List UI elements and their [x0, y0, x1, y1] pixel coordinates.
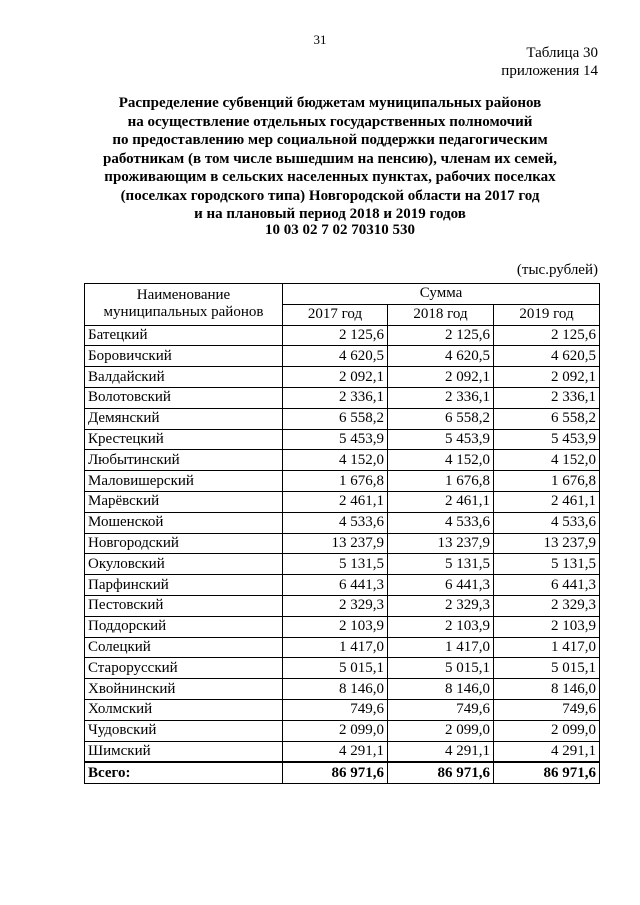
district-name-cell: Хвойнинский [85, 679, 283, 700]
value-2018-cell: 2 125,6 [388, 325, 494, 346]
value-2018-cell: 5 453,9 [388, 429, 494, 450]
district-name-cell: Чудовский [85, 720, 283, 741]
value-2019-cell: 4 533,6 [494, 512, 600, 533]
table-row [85, 741, 600, 762]
district-name-cell: Боровичский [85, 346, 283, 367]
value-2019-cell: 6 441,3 [494, 575, 600, 596]
reference-line: приложения 14 [501, 63, 598, 79]
value-2018-cell: 4 152,0 [388, 450, 494, 471]
value-2019-cell: 2 336,1 [494, 387, 600, 408]
table-row [85, 679, 600, 700]
value-2019-cell: 749,6 [494, 699, 600, 720]
header-year-2019: 2019 год [494, 304, 600, 325]
district-name-cell: Поддорский [85, 616, 283, 637]
value-2018-cell: 2 099,0 [388, 720, 494, 741]
value-2017-cell: 2 461,1 [283, 491, 388, 512]
table-row [85, 387, 600, 408]
district-name-cell: Батецкий [85, 325, 283, 346]
total-row [85, 762, 600, 783]
table-row [85, 429, 600, 450]
value-2019-cell: 4 291,1 [494, 741, 600, 762]
value-2017-cell: 5 015,1 [283, 658, 388, 679]
value-2017-cell: 6 558,2 [283, 408, 388, 429]
value-2018-cell: 6 558,2 [388, 408, 494, 429]
value-2017-cell: 2 103,9 [283, 616, 388, 637]
district-name-cell: Парфинский [85, 575, 283, 596]
table-row [85, 720, 600, 741]
title-line: Распределение субвенций бюджетам муниципальных районов [118, 95, 542, 111]
value-2018-cell: 5 131,5 [388, 554, 494, 575]
value-2017-cell: 2 336,1 [283, 387, 388, 408]
subvention-table [84, 283, 600, 784]
table-row [85, 450, 600, 471]
value-2017-cell: 749,6 [283, 699, 388, 720]
value-2017-cell: 1 676,8 [283, 471, 388, 492]
value-2018-cell: 749,6 [388, 699, 494, 720]
table-row [85, 637, 600, 658]
value-2017-cell: 2 092,1 [283, 367, 388, 388]
budget-code: 10 03 02 7 02 70310 530 [265, 222, 415, 238]
value-2018-cell: 6 441,3 [388, 575, 494, 596]
reference-line: Таблица 30 [526, 45, 598, 61]
table-row [85, 616, 600, 637]
district-name-cell: Солецкий [85, 637, 283, 658]
value-2019-cell: 6 558,2 [494, 408, 600, 429]
value-2019-cell: 5 453,9 [494, 429, 600, 450]
units-label: (тыс.рублей) [516, 262, 598, 278]
value-2019-cell: 2 461,1 [494, 491, 600, 512]
value-2018-cell: 4 533,6 [388, 512, 494, 533]
title-line: работникам (в том числе вышедшим на пенсию), членам их семей, [103, 150, 557, 167]
table-row [85, 408, 600, 429]
header-sum: Сумма [283, 284, 600, 305]
table-body [85, 325, 600, 784]
title-line: по предоставлению мер социальной поддержки педагогическим [112, 132, 548, 148]
value-2017-cell: 2 329,3 [283, 595, 388, 616]
district-name-cell: Холмский [85, 699, 283, 720]
district-name-cell: Демянский [85, 408, 283, 429]
district-name-cell: Мошенской [85, 512, 283, 533]
table-row [85, 575, 600, 596]
table-row [85, 325, 600, 346]
value-2018-cell: 2 329,3 [388, 595, 494, 616]
title-line: на осуществление отдельных государственных полномочий [127, 113, 533, 130]
value-2018-cell: 1 676,8 [388, 471, 494, 492]
table-reference [501, 44, 598, 80]
header-year-2017: 2017 год [283, 304, 388, 325]
value-2019-cell: 8 146,0 [494, 679, 600, 700]
table-row [85, 512, 600, 533]
value-2017-cell: 13 237,9 [283, 533, 388, 554]
value-2019-cell: 5 015,1 [494, 658, 600, 679]
table-row [85, 491, 600, 512]
table-row [85, 367, 600, 388]
value-2019-cell: 1 417,0 [494, 637, 600, 658]
value-2017-cell: 4 291,1 [283, 741, 388, 762]
value-2017-cell: 2 125,6 [283, 325, 388, 346]
value-2018-cell: 1 417,0 [388, 637, 494, 658]
table-row [85, 346, 600, 367]
value-2017-cell: 5 131,5 [283, 554, 388, 575]
value-2019-cell: 5 131,5 [494, 554, 600, 575]
value-2019-cell: 2 092,1 [494, 367, 600, 388]
value-2019-cell: 86 971,6 [494, 762, 600, 783]
value-2017-cell: 86 971,6 [283, 762, 388, 783]
value-2019-cell: 13 237,9 [494, 533, 600, 554]
value-2017-cell: 8 146,0 [283, 679, 388, 700]
table-row [85, 533, 600, 554]
value-2018-cell: 2 461,1 [388, 491, 494, 512]
title-line: проживающим в сельских населенных пунктах, рабочих поселках [104, 169, 556, 185]
district-name-cell: Пестовский [85, 595, 283, 616]
district-name-cell: Новгородский [85, 533, 283, 554]
value-2018-cell: 2 103,9 [388, 616, 494, 637]
value-2017-cell: 2 099,0 [283, 720, 388, 741]
value-2018-cell: 2 336,1 [388, 387, 494, 408]
value-2019-cell: 2 099,0 [494, 720, 600, 741]
table-row [85, 595, 600, 616]
value-2018-cell: 4 620,5 [388, 346, 494, 367]
table-row [85, 554, 600, 575]
value-2018-cell: 5 015,1 [388, 658, 494, 679]
value-2017-cell: 6 441,3 [283, 575, 388, 596]
district-name-cell: Окуловский [85, 554, 283, 575]
title-line: и на плановый период 2018 и 2019 годов [194, 206, 466, 222]
value-2019-cell: 2 329,3 [494, 595, 600, 616]
header-district-name: Наименование муниципальных районов [85, 284, 283, 326]
district-name-cell: Марёвский [85, 491, 283, 512]
title-line: (поселках городского типа) Новгородской области на 2017 год [120, 187, 540, 204]
district-name-cell: Любытинский [85, 450, 283, 471]
value-2019-cell: 2 125,6 [494, 325, 600, 346]
value-2017-cell: 1 417,0 [283, 637, 388, 658]
value-2017-cell: 4 620,5 [283, 346, 388, 367]
value-2019-cell: 4 152,0 [494, 450, 600, 471]
value-2017-cell: 4 152,0 [283, 450, 388, 471]
table-row [85, 658, 600, 679]
document-title [60, 94, 600, 224]
district-name-cell: Маловишерский [85, 471, 283, 492]
value-2019-cell: 4 620,5 [494, 346, 600, 367]
value-2018-cell: 13 237,9 [388, 533, 494, 554]
district-name-cell: Крестецкий [85, 429, 283, 450]
district-name-cell: Шимский [85, 741, 283, 762]
table-row [85, 471, 600, 492]
value-2018-cell: 2 092,1 [388, 367, 494, 388]
table-row [85, 699, 600, 720]
page-number: 31 [313, 32, 327, 47]
value-2018-cell: 8 146,0 [388, 679, 494, 700]
district-name-cell: Всего: [85, 762, 283, 783]
value-2019-cell: 1 676,8 [494, 471, 600, 492]
value-2019-cell: 2 103,9 [494, 616, 600, 637]
value-2017-cell: 4 533,6 [283, 512, 388, 533]
header-year-2018: 2018 год [388, 304, 494, 325]
value-2018-cell: 4 291,1 [388, 741, 494, 762]
value-2017-cell: 5 453,9 [283, 429, 388, 450]
value-2018-cell: 86 971,6 [388, 762, 494, 783]
district-name-cell: Старорусский [85, 658, 283, 679]
district-name-cell: Волотовский [85, 387, 283, 408]
district-name-cell: Валдайский [85, 367, 283, 388]
